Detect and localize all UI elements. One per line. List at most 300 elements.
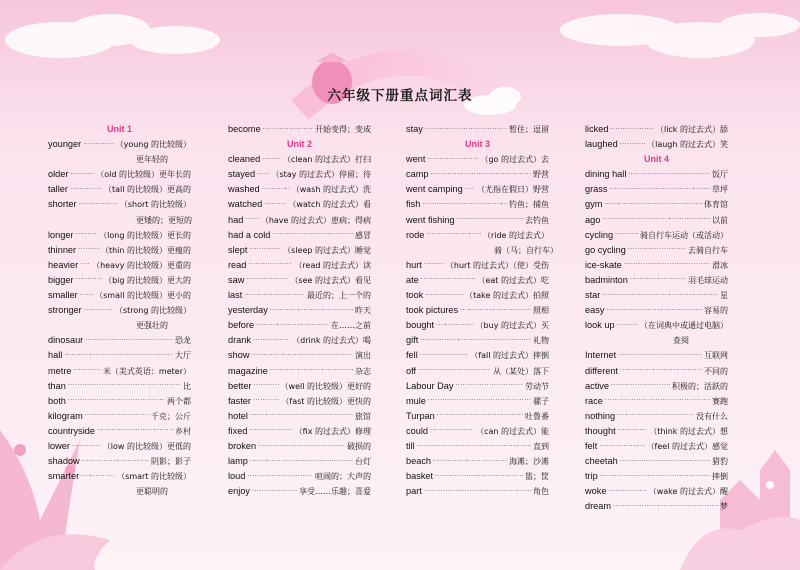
chinese-meaning: 感冒 [355, 230, 371, 240]
chinese-meaning: 赛跑 [712, 396, 728, 406]
chinese-meaning: （low 的比较级）更低的 [102, 441, 191, 451]
chinese-meaning: 骡子 [533, 396, 549, 406]
vocab-entry [228, 152, 371, 167]
english-word: become [228, 124, 261, 134]
chinese-meaning: 钓鱼；捕鱼 [509, 200, 549, 210]
vocab-entry [228, 303, 371, 318]
vocab-entry [228, 213, 371, 228]
chinese-meaning: 猎豹 [712, 457, 728, 467]
chinese-meaning: （ride 的过去式） [482, 230, 549, 240]
vocab-entry [406, 182, 549, 197]
meaning-continuation: 更强壮的 [136, 321, 168, 331]
dot-leader [256, 323, 329, 329]
chinese-meaning: 积极的；活跃的 [672, 381, 728, 391]
english-word: go cycling [585, 244, 626, 255]
english-word: felt [585, 440, 598, 451]
chinese-meaning: 容易的 [704, 306, 728, 316]
english-word: ice-skate [585, 259, 622, 270]
vocab-entry [48, 409, 191, 424]
english-word: part [406, 486, 422, 497]
vocab-column-2 [228, 122, 371, 499]
vocab-entry [48, 258, 191, 273]
english-word: went camping [406, 184, 463, 195]
english-word: shorter [48, 199, 77, 210]
english-word: saw [228, 274, 245, 285]
chinese-meaning: 互联网 [704, 351, 728, 361]
meaning-continuation: 更矮的；更短的 [136, 215, 192, 225]
chinese-meaning: 喧闹的；大声的 [315, 472, 371, 482]
chinese-meaning: （fall 的过去式）摔倒 [470, 351, 549, 361]
english-word: had a cold [228, 229, 271, 240]
chinese-meaning: （strong 的比较级） [114, 306, 191, 316]
dot-leader [250, 459, 353, 465]
dot-leader [248, 262, 292, 268]
english-word: before [228, 320, 255, 331]
chinese-meaning: 旅馆 [355, 411, 371, 421]
chinese-meaning: 去骑自行车 [688, 245, 728, 255]
english-word: thought [585, 425, 616, 436]
english-word: cheetah [585, 456, 618, 467]
vocab-entry [48, 273, 191, 288]
english-word: than [48, 380, 66, 391]
vocab-entry [228, 379, 371, 394]
dot-leader [606, 308, 702, 314]
english-word: camp [406, 169, 429, 180]
chinese-meaning: （drink 的过去式）喝 [292, 336, 371, 346]
english-word: basket [406, 471, 434, 482]
dot-leader [435, 474, 523, 480]
dot-leader [244, 293, 305, 299]
chinese-meaning: （read 的过去式）读 [294, 260, 371, 270]
dot-leader [97, 428, 173, 434]
vocab-entry [585, 484, 728, 499]
english-word: rode [406, 229, 425, 240]
vocab-entry [585, 394, 728, 409]
dot-leader [620, 368, 702, 374]
english-word: ate [406, 274, 419, 285]
chinese-meaning: 阴影；影子 [151, 457, 191, 467]
dot-leader [424, 489, 531, 495]
vocab-entry [48, 197, 191, 212]
english-word: mule [406, 395, 426, 406]
dot-leader [426, 232, 481, 238]
chinese-meaning: （在词典中或通过电脑） [640, 321, 728, 331]
english-word: went [406, 154, 426, 165]
dot-leader [630, 277, 686, 283]
dot-leader [263, 127, 313, 133]
chinese-meaning: （lick 的过去式）舔 [655, 125, 728, 134]
dot-leader [456, 383, 524, 389]
english-word: took pictures [406, 305, 459, 316]
english-word: smarter [48, 471, 80, 482]
dot-leader [272, 232, 353, 238]
english-word: taller [48, 184, 68, 195]
vocab-entry [406, 197, 549, 212]
dot-leader [245, 217, 258, 223]
vocab-entry [585, 439, 728, 454]
dot-leader [80, 293, 94, 299]
chinese-meaning: （stay 的过去式）停留；待 [271, 170, 371, 180]
vocab-entry [406, 348, 549, 363]
dot-leader [430, 172, 531, 178]
chinese-meaning: 梦 [720, 502, 728, 512]
chinese-meaning: （smart 的比较级） [117, 472, 191, 482]
english-word: washed [228, 184, 260, 195]
english-word: yesterday [228, 305, 268, 316]
dot-leader [68, 383, 181, 389]
dot-leader [78, 247, 99, 253]
chinese-meaning: 破损的 [347, 441, 371, 451]
vocab-entry [406, 303, 549, 318]
dot-leader [618, 353, 702, 359]
unit-heading: Unit 3 [464, 139, 490, 150]
dot-leader [70, 187, 102, 193]
dot-leader [433, 459, 507, 465]
english-word: stronger [48, 305, 82, 316]
dot-leader [599, 444, 644, 450]
vocab-entry [406, 439, 549, 454]
dot-leader [257, 172, 269, 178]
vocab-entry [585, 288, 728, 303]
english-word: gym [585, 199, 603, 210]
dot-leader [457, 217, 523, 223]
english-word: lower [48, 440, 70, 451]
english-word: broken [228, 440, 257, 451]
english-word: smaller [48, 290, 78, 301]
english-word: magazine [228, 365, 268, 376]
vocab-entry [406, 379, 549, 394]
vocab-entry [406, 167, 549, 182]
dot-leader [424, 262, 444, 268]
vocab-entry [228, 409, 371, 424]
dot-leader [258, 444, 345, 450]
vocab-entry [585, 303, 728, 318]
english-word: drank [228, 335, 251, 346]
dot-leader [425, 127, 507, 133]
chinese-meaning: （can 的过去式）能 [476, 426, 549, 436]
english-word: dream [585, 501, 612, 512]
vocab-entry [228, 197, 371, 212]
english-word: metre [48, 365, 72, 376]
vocab-entry [48, 288, 191, 303]
vocab-entry [48, 379, 191, 394]
dot-leader [85, 413, 149, 419]
chinese-meaning: 没有什么 [696, 411, 728, 421]
vocab-entry [48, 333, 191, 348]
vocab-entry [48, 303, 191, 318]
english-word: slept [228, 244, 248, 255]
chinese-meaning: （long 的比较级）更长的 [99, 230, 191, 240]
english-word: stay [406, 124, 423, 134]
chinese-meaning: 享受……乐趣；喜爱 [299, 487, 371, 497]
dot-leader [427, 157, 478, 163]
dot-leader [253, 398, 279, 404]
chinese-meaning: （see 的过去式）看见 [290, 275, 371, 285]
dot-leader [249, 247, 281, 253]
chinese-meaning: 篮；筐 [525, 472, 549, 482]
chinese-meaning: 摔倒 [712, 472, 728, 482]
english-word: Labour Day [406, 380, 454, 391]
dot-leader [437, 413, 523, 419]
vocab-entry [228, 228, 371, 243]
dot-leader [249, 428, 292, 434]
english-word: gift [406, 335, 419, 346]
dot-leader [460, 308, 531, 314]
chinese-meaning: 最近的；上一个的 [307, 291, 371, 301]
english-word: hotel [228, 410, 248, 421]
dot-leader [611, 127, 654, 133]
dot-leader [613, 504, 718, 510]
vocab-entry [406, 424, 549, 439]
chinese-meaning: 演出 [355, 351, 371, 361]
vocab-entry [585, 318, 728, 333]
vocab-entry [48, 454, 191, 469]
dot-leader [608, 489, 646, 495]
english-word: cycling [585, 229, 614, 240]
dot-leader [417, 444, 531, 450]
english-word: easy [585, 305, 605, 316]
chinese-meaning: 乡村 [175, 426, 191, 436]
chinese-meaning: （big 的比较级）更大的 [104, 275, 191, 285]
english-word: woke [585, 486, 607, 497]
english-word: Turpan [406, 410, 435, 421]
vocab-entry [406, 288, 549, 303]
chinese-meaning: （heavy 的比较级）更重的 [92, 260, 191, 270]
english-word: Internet [585, 350, 617, 361]
vocab-entry [406, 273, 549, 288]
dot-leader [600, 474, 710, 480]
vocab-entry [406, 318, 549, 333]
vocab-entry [406, 213, 549, 228]
chinese-meaning: 吐鲁番 [525, 411, 549, 421]
chinese-meaning: （tall 的比较级）更高的 [103, 185, 191, 195]
dot-leader [628, 247, 686, 253]
dot-leader [430, 428, 474, 434]
vocab-entry [585, 469, 728, 484]
dot-leader [421, 277, 476, 283]
dot-leader [253, 338, 290, 344]
english-word: last [228, 290, 243, 301]
dot-leader [420, 353, 469, 359]
dot-leader [82, 459, 149, 465]
vocab-column-4 [585, 122, 728, 514]
vocab-entry [585, 454, 728, 469]
unit-heading: Unit 4 [643, 154, 669, 165]
vocab-entry [228, 318, 371, 333]
dot-leader [618, 428, 648, 434]
dot-leader [72, 444, 101, 450]
vocab-entry [228, 439, 371, 454]
vocab-entry [585, 409, 728, 424]
english-word: had [228, 214, 244, 225]
vocab-entry [406, 364, 549, 379]
vocab-entry [48, 182, 191, 197]
chinese-meaning: （watch 的过去式）看 [288, 200, 371, 210]
dot-leader [76, 232, 98, 238]
chinese-meaning: （fix 的过去式）修理 [294, 426, 371, 436]
english-word: badminton [585, 274, 628, 285]
chinese-meaning: 两个都 [167, 396, 191, 406]
dot-leader [602, 217, 710, 223]
dot-leader [250, 413, 353, 419]
vocab-entry [228, 258, 371, 273]
chinese-meaning: （buy 的过去式）买 [475, 321, 549, 331]
vocab-entry [406, 469, 549, 484]
meaning-continuation: 查阅 [673, 336, 689, 346]
chinese-meaning: 比 [183, 381, 191, 391]
dot-leader [418, 368, 491, 374]
vocab-entry [585, 182, 728, 197]
english-word: bigger [48, 274, 74, 285]
dot-leader [620, 459, 710, 465]
vocab-entry [585, 243, 728, 258]
vocab-entry [48, 167, 191, 182]
chinese-meaning: 从（某处）落下 [493, 366, 549, 376]
dot-leader [270, 368, 353, 374]
english-word: lamp [228, 456, 248, 467]
chinese-meaning: 不同的 [704, 366, 728, 376]
english-word: loud [228, 471, 246, 482]
chinese-meaning: 在……之前 [331, 321, 371, 331]
vocab-entry [406, 484, 549, 499]
vocab-entry [228, 273, 371, 288]
chinese-meaning: 草坪 [712, 185, 728, 195]
chinese-meaning: 劳动节 [525, 381, 549, 391]
chinese-meaning: （eat 的过去式）吃 [477, 275, 549, 285]
dot-leader [620, 142, 645, 148]
english-word: race [585, 395, 603, 406]
chinese-meaning: 角色 [533, 487, 549, 497]
dot-leader [262, 187, 290, 193]
chinese-meaning: （think 的过去式）想 [649, 426, 728, 436]
dot-leader [79, 202, 118, 208]
english-word: stayed [228, 169, 256, 180]
english-word: hurt [406, 259, 422, 270]
vocab-entry [48, 348, 191, 363]
dot-leader [74, 368, 101, 374]
dot-leader [83, 142, 113, 148]
vocab-entry [406, 258, 549, 273]
english-word: nothing [585, 410, 616, 421]
dot-leader [246, 277, 288, 283]
vocab-entry [585, 273, 728, 288]
chinese-meaning: （thin 的比较级）更瘦的 [100, 245, 191, 255]
dot-leader [68, 398, 165, 404]
vocab-entry [585, 379, 728, 394]
english-word: could [406, 425, 428, 436]
english-word: dining hall [585, 169, 627, 180]
unit-heading: Unit 1 [106, 124, 132, 134]
vocab-entry [228, 484, 371, 499]
vocab-entry [228, 348, 371, 363]
dot-leader [262, 157, 281, 163]
dot-leader [465, 187, 475, 193]
vocab-entry [228, 394, 371, 409]
vocab-entry [48, 394, 191, 409]
vocab-entry [585, 213, 728, 228]
english-word: older [48, 169, 69, 180]
vocab-entry [585, 364, 728, 379]
english-word: till [406, 440, 415, 451]
vocab-entry [48, 439, 191, 454]
dot-leader [252, 489, 297, 495]
english-word: both [48, 395, 66, 406]
english-word: laughed [585, 139, 618, 150]
dot-leader [428, 398, 531, 404]
english-word: went fishing [406, 214, 455, 225]
dot-leader [420, 338, 531, 344]
vocab-entry [228, 122, 371, 137]
dot-leader [254, 383, 279, 389]
chinese-meaning: （wake 的过去式）醒 [648, 487, 728, 497]
english-word: look up [585, 320, 615, 331]
dot-leader [264, 202, 286, 208]
english-word: trip [585, 471, 598, 482]
vocab-entry [228, 288, 371, 303]
dot-leader [76, 277, 103, 283]
chinese-meaning: 台灯 [355, 457, 371, 467]
vocab-entry [406, 409, 549, 424]
vocab-entry [585, 122, 728, 137]
vocab-entry [585, 167, 728, 182]
vocab-entry [585, 137, 728, 152]
english-word: took [406, 290, 424, 301]
chinese-meaning: 骑自行车运动（或活动） [640, 230, 728, 240]
chinese-meaning: 直到 [533, 441, 549, 451]
english-word: licked [585, 124, 609, 134]
english-word: active [585, 380, 610, 391]
english-word: bought [406, 320, 435, 331]
dot-leader [609, 187, 710, 193]
chinese-meaning: 照相 [533, 306, 549, 316]
vocab-entry [406, 454, 549, 469]
dot-leader [270, 308, 353, 314]
chinese-meaning: （well 的比较级）更好的 [280, 381, 371, 391]
english-word: dinosaur [48, 335, 84, 346]
chinese-meaning: 恐龙 [175, 336, 191, 346]
dot-leader [422, 202, 507, 208]
meaning-continuation: 骑（马；自行车） [494, 245, 558, 255]
dot-leader [611, 383, 670, 389]
vocab-entry [228, 333, 371, 348]
chinese-meaning: （fast 的比较级）更快的 [281, 396, 371, 406]
chinese-meaning: 昨天 [355, 306, 371, 316]
chinese-meaning: 去钓鱼 [525, 215, 549, 225]
vocab-entry [228, 243, 371, 258]
vocab-column-1 [48, 122, 191, 499]
chinese-meaning: 羽毛球运动 [688, 275, 728, 285]
dot-leader [80, 262, 90, 268]
dot-leader [605, 398, 710, 404]
dot-leader [70, 172, 94, 178]
english-word: grass [585, 184, 608, 195]
chinese-meaning: 海滩；沙滩 [509, 457, 549, 467]
chinese-meaning: 大厅 [175, 351, 191, 361]
chinese-meaning: 杂志 [355, 366, 371, 376]
english-word: kilogram [48, 410, 83, 421]
vocab-entry [48, 424, 191, 439]
vocab-column-3 [406, 122, 558, 499]
english-word: beach [406, 456, 432, 467]
vocab-entry [228, 182, 371, 197]
english-word: show [228, 350, 250, 361]
vocab-entry [48, 243, 191, 258]
english-word: different [585, 365, 619, 376]
chinese-meaning: （young 的比较级） [115, 140, 191, 150]
chinese-meaning: （take 的过去式）拍照 [465, 291, 549, 301]
chinese-meaning: 千克；公斤 [151, 411, 191, 421]
chinese-meaning: 滑冰 [712, 260, 728, 270]
